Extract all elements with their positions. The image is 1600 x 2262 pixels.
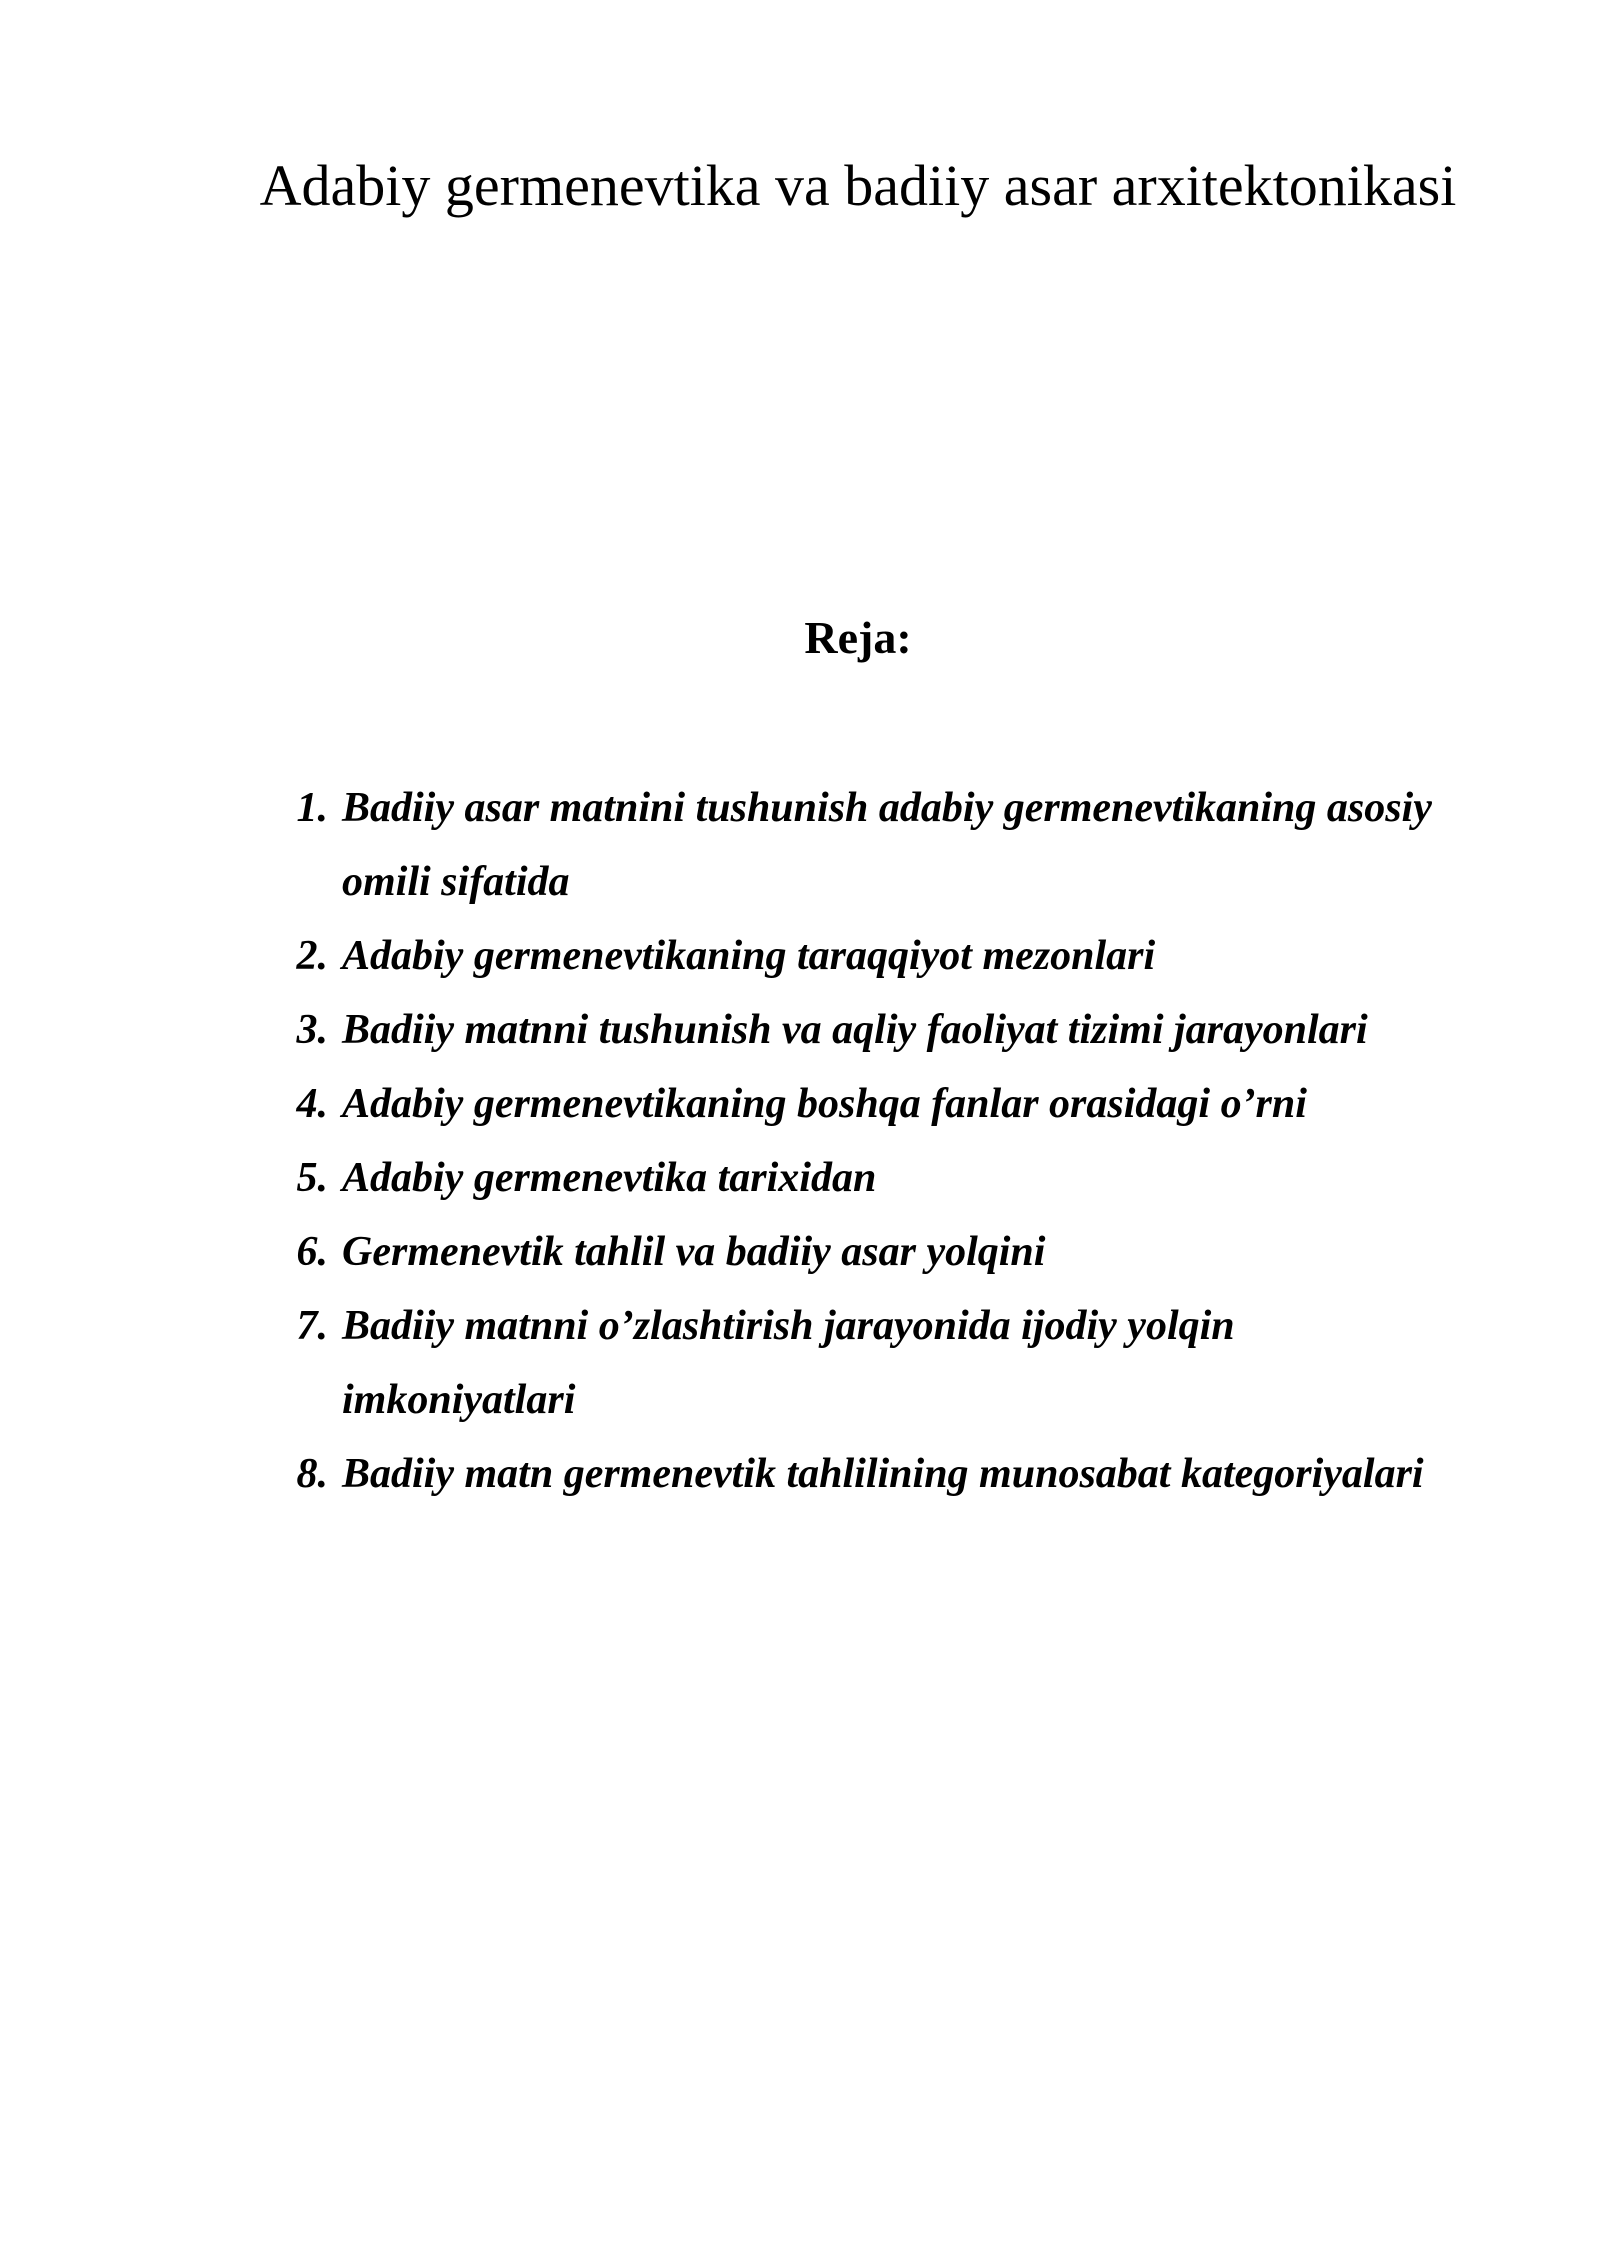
- plan-item-number: 6.: [296, 1229, 328, 1275]
- plan-item-text: Badiiy asar matnini tushunish adabiy germenevtikaning asosiy omili sifatida: [342, 785, 1432, 905]
- plan-item-text: Badiiy matnni o’zlashtirish jarayonida ijodiy yolqin imkoniyatlari: [342, 1303, 1235, 1423]
- plan-item-number: 3.: [296, 1007, 328, 1053]
- plan-item-number: 1.: [296, 785, 328, 831]
- plan-item-7: [270, 1289, 1490, 1437]
- plan-item-text: Adabiy germenevtikaning boshqa fanlar orasidagi o’rni: [342, 1081, 1307, 1127]
- plan-item-3: [270, 993, 1490, 1067]
- plan-item-text: Adabiy germenevtika tarixidan: [342, 1155, 877, 1201]
- plan-heading: Reja:: [804, 612, 912, 663]
- plan-item-6: [270, 1215, 1490, 1289]
- plan-item-5: [270, 1141, 1490, 1215]
- plan-item-number: 8.: [296, 1451, 328, 1497]
- plan-item-text: Germenevtik tahlil va badiiy asar yolqini: [342, 1229, 1046, 1275]
- plan-item-text: Adabiy germenevtikaning taraqqiyot mezonlari: [342, 933, 1156, 979]
- plan-item-8: [270, 1437, 1490, 1511]
- plan-list: [270, 771, 1490, 1511]
- plan-item-number: 5.: [296, 1155, 328, 1201]
- plan-item-text: Badiiy matnni tushunish va aqliy faoliyat tizimi jarayonlari: [342, 1007, 1368, 1053]
- plan-item-number: 4.: [296, 1081, 328, 1127]
- document-title: Adabiy germenevtika va badiiy asar arxitektonikasi: [259, 153, 1457, 218]
- plan-item-number: 7.: [296, 1303, 328, 1349]
- plan-item-4: [270, 1067, 1490, 1141]
- plan-item-number: 2.: [296, 933, 328, 979]
- plan-item-1: [270, 771, 1490, 919]
- plan-item-text: Badiiy matn germenevtik tahlilining munosabat kategoriyalari: [342, 1451, 1424, 1497]
- plan-item-2: [270, 919, 1490, 993]
